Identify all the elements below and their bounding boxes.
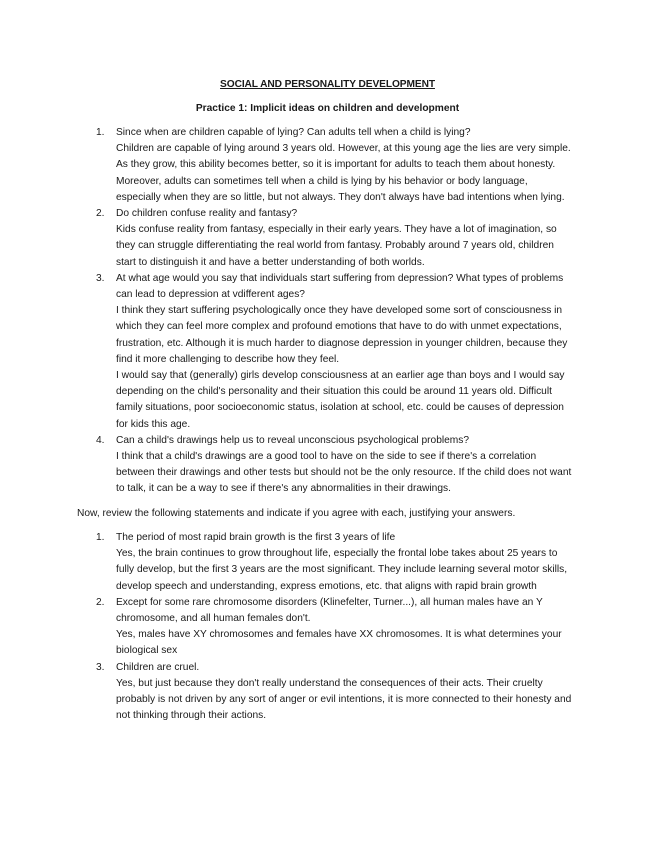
- item-number: 1.: [96, 127, 105, 138]
- answer-text: Kids confuse reality from fantasy, especially in their early years. They have a lot of imagination, so they can struggle differentiating the real world from fantasy. Probably around 7 years old, children start to distinguish it and have a better understanding of both worlds.: [116, 224, 557, 268]
- item-number: 2.: [96, 208, 105, 220]
- list-item: [96, 595, 574, 660]
- document-title: SOCIAL AND PERSONALITY DEVELOPMENT: [220, 79, 435, 90]
- answer-text: I would say that (generally) girls develop consciousness at an earlier age than boys and I would say depending on the child's personality and their situation this could be around 11 years old. Difficult family situations, poor socioeconomic status, isolation at school, etc. could be causes of depression for kids this age.: [116, 370, 565, 430]
- statement-text: Children are cruel.: [116, 661, 200, 673]
- question-text: Since when are children capable of lying? Can adults tell when a child is lying?: [116, 127, 471, 138]
- answer-text: Yes, but just because they don't really understand the consequences of their acts. Their cruelty probably is not driven by any sort of anger or evil intentions, it is more connected to their honesty and not thinking through their actions.: [116, 677, 572, 722]
- statement-text: The period of most rapid brain growth is the first 3 years of life: [116, 532, 396, 543]
- answer-text: Children are capable of lying around 3 years old. However, at this young age the lies are very simple. As they grow, this ability becomes better, so it is important for adults to teach them about honesty. Moreover, adults can sometimes tell when a child is lying by his behavior or body language, especially when they are so little, but not always. They don't always have bad intentions when lying.: [116, 143, 571, 203]
- list-item: [96, 206, 574, 271]
- list-item: [96, 660, 574, 725]
- list-item: [96, 530, 574, 595]
- question-text: At what age would you say that individuals start suffering from depression? What types of problems can lead to depression at vdifferent ages?: [116, 272, 564, 301]
- item-number: 1.: [96, 532, 105, 543]
- list-item: [96, 433, 574, 498]
- answer-text: I think they start suffering psychologically once they have developed some sort of consciousness in which they can feel more complex and profound emotions that have to do with unmet expectations, frustration, etc. Although it is much harder to diagnose depression in younger children, because they find it more challenging to describe how they feel.: [116, 305, 568, 365]
- item-number: 3.: [96, 661, 105, 673]
- item-number: 3.: [96, 272, 105, 284]
- answer-text: Yes, the brain continues to grow throughout life, especially the frontal lobe takes about 25 years to fully develop, but the first 3 years are the most significant. They include learning several motor skills, develop speech and understanding, express emotions, etc. that aligns with rapid brain growth: [116, 548, 568, 592]
- item-number: 2.: [96, 596, 105, 608]
- item-number: 4.: [96, 434, 105, 446]
- question-list-part1: [96, 125, 574, 498]
- question-text: Do children confuse reality and fantasy?: [116, 208, 298, 220]
- answer-text: Yes, males have XY chromosomes and females have XX chromosomes. It is what determines your biological sex: [116, 629, 562, 657]
- section-intro: Now, review the following statements and indicate if you agree with each, justifying your answers.: [77, 508, 516, 519]
- document-subtitle: Practice 1: Implicit ideas on children and development: [195, 103, 460, 114]
- list-item: [96, 271, 574, 433]
- list-item: [96, 125, 574, 206]
- statement-text: Except for some rare chromosome disorders (Klinefelter, Turner...), all human males have an Y chromosome, and all human females don't.: [116, 596, 543, 625]
- answer-text: I think that a child's drawings are a good tool to have on the side to see if there's a correlation between their drawings and other tests but should not be the only resource. If the child does not want to talk, it can be a way to see if there's any abnormalities in their drawings.: [116, 451, 572, 495]
- statement-list-part2: [96, 530, 574, 724]
- question-text: Can a child's drawings help us to reveal unconscious psychological problems?: [116, 434, 470, 446]
